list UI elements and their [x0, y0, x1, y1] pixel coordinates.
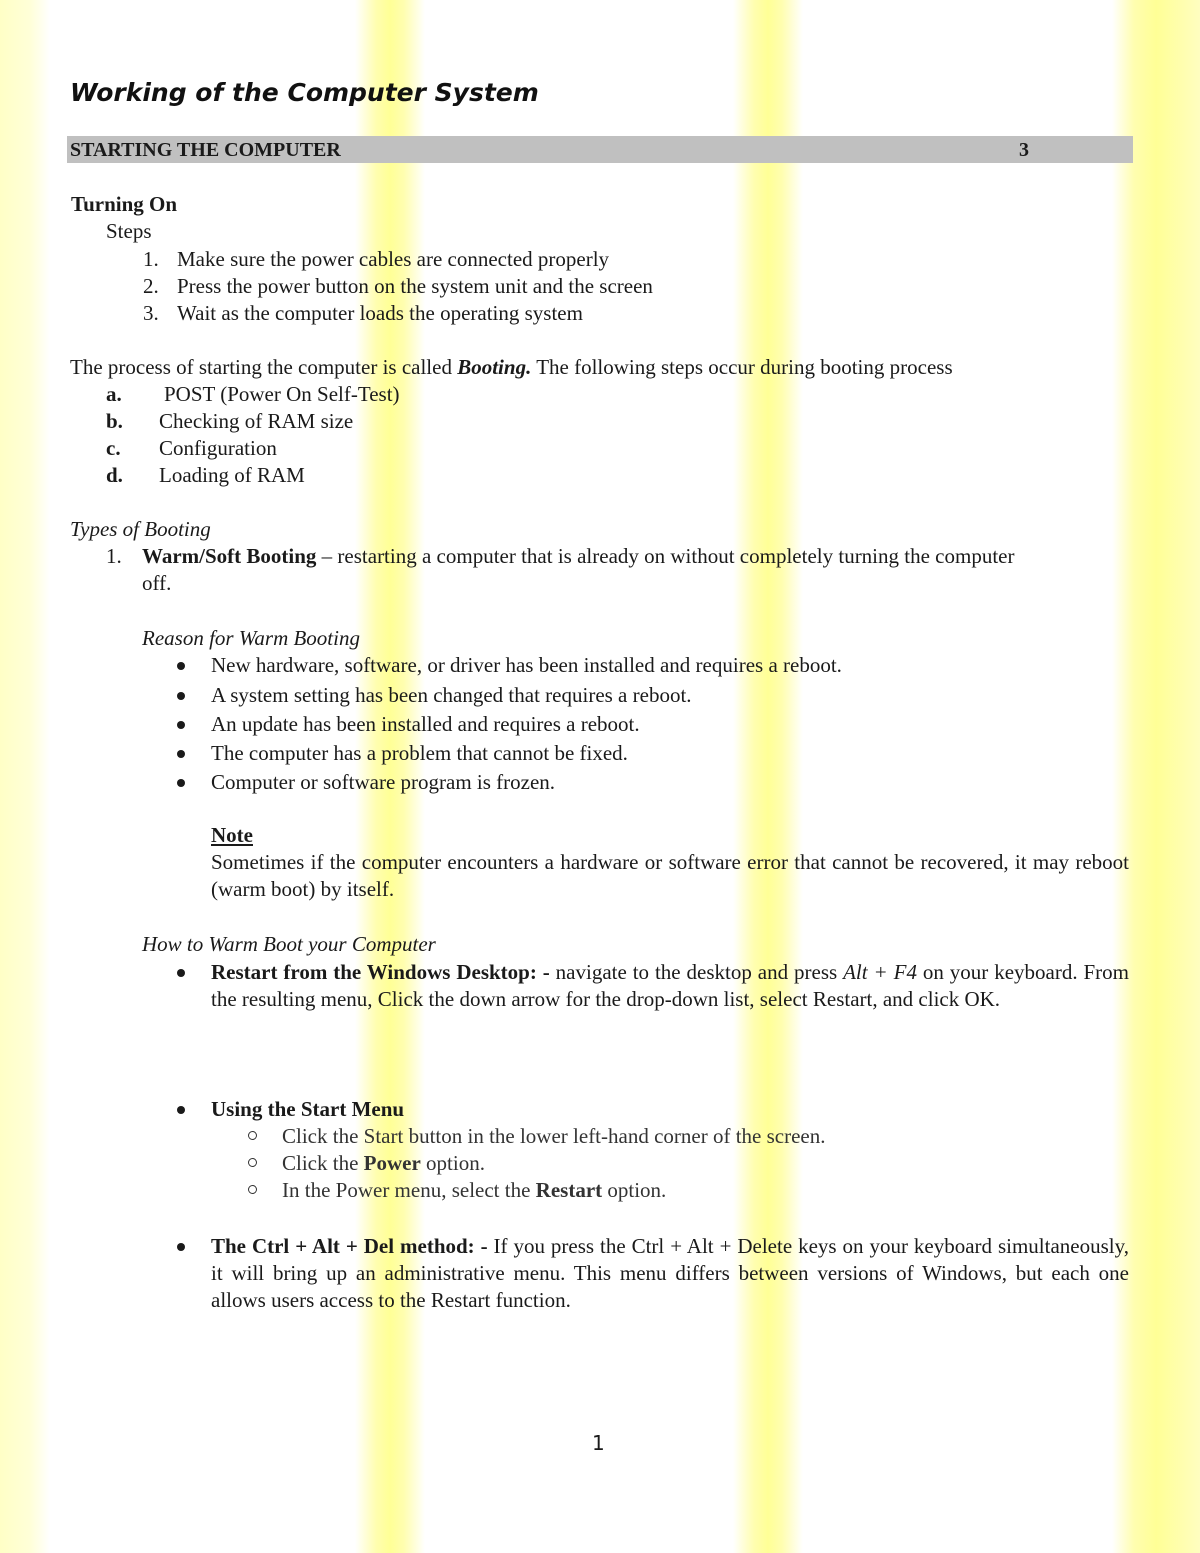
- circle-bullet-icon: [248, 1158, 257, 1167]
- booting-step-item: [106, 408, 353, 435]
- note-heading: Note: [211, 823, 253, 847]
- reason-item: New hardware, software, or driver has been installed and requires a reboot.: [211, 653, 842, 677]
- reason-item: An update has been installed and requires a reboot.: [211, 712, 640, 736]
- warm-booting-definition: [142, 543, 1014, 570]
- section-title: STARTING THE COMPUTER: [70, 139, 341, 161]
- booting-step-letter: d.: [106, 463, 123, 487]
- note-text: Sometimes if the computer encounters a hardware or software error that cannot be recovered, it may reboot (warm boot) by itself.: [211, 850, 1129, 901]
- bullet-icon: [177, 721, 185, 729]
- booting-step-text: POST (Power On Self-Test): [164, 382, 400, 406]
- step-text: Wait as the computer loads the operating system: [177, 301, 583, 325]
- booting-step-text: Checking of RAM size: [159, 409, 354, 433]
- document-title: Working of the Computer System: [70, 78, 539, 107]
- start-menu-step: [282, 1177, 666, 1204]
- booting-step-item: [106, 381, 400, 408]
- step-text: Press the power button on the system unit and the screen: [177, 274, 653, 298]
- restart-desktop-text-post: on your keyboard. From the resulting menu, Click the down arrow for the drop-down list, select Restart, and click OK.: [211, 960, 1130, 1011]
- booting-step-letter: b.: [106, 409, 123, 433]
- start-menu-step: Click the Start button in the lower left-hand corner of the screen.: [282, 1124, 826, 1148]
- circle-bullet-icon: [248, 1131, 257, 1140]
- restart-desktop-text-pre: navigate to the desktop and press: [549, 960, 844, 984]
- booting-intro-post: The following steps occur during booting process: [531, 355, 953, 379]
- page-number: 1: [592, 1431, 605, 1455]
- section-number: 3: [1019, 139, 1029, 161]
- step-item: [143, 246, 609, 273]
- warm-booting-number: 1.: [106, 544, 122, 568]
- warm-booting-term: Warm/Soft Booting: [142, 544, 317, 568]
- ctrl-alt-del-title: The Ctrl + Alt + Del method: -: [211, 1234, 488, 1258]
- step-number: 3.: [143, 301, 159, 325]
- section-header-bar: [67, 136, 1133, 163]
- ctrl-alt-del-text: If you press the Ctrl + Alt + Delete keys on your keyboard simultaneously, it will bring up an administrative menu. This menu differs between versions of Windows, but each one allows users access to the Restart function.: [211, 1234, 1129, 1312]
- bullet-icon: [177, 969, 185, 977]
- start-menu-step-pre: Click the: [282, 1151, 364, 1175]
- step-number: 1.: [143, 247, 159, 271]
- steps-label: Steps: [106, 219, 152, 243]
- restart-desktop-item: [211, 959, 1129, 1013]
- reason-item: Computer or software program is frozen.: [211, 770, 556, 794]
- circle-bullet-icon: [248, 1185, 257, 1194]
- booting-step-text: Loading of RAM: [159, 463, 305, 487]
- step-number: 2.: [143, 274, 159, 298]
- step-text: Make sure the power cables are connected properly: [177, 247, 610, 271]
- how-to-heading: How to Warm Boot your Computer: [142, 932, 436, 956]
- warm-booting-def: – restarting a computer that is already on without completely turning the computer: [316, 544, 1015, 568]
- start-menu-step-post: option.: [420, 1151, 485, 1175]
- start-menu-title: Using the Start Menu: [211, 1097, 405, 1121]
- booting-intro: [70, 354, 953, 381]
- step-item: [143, 273, 653, 300]
- reason-item: A system setting has been changed that requires a reboot.: [211, 683, 692, 707]
- restart-option-label: Restart: [535, 1178, 603, 1202]
- types-heading: Types of Booting: [70, 517, 211, 541]
- bullet-icon: [177, 692, 185, 700]
- booting-step-letter: c.: [106, 436, 121, 460]
- booting-step-item: [106, 435, 277, 462]
- start-menu-step-post: option.: [602, 1178, 667, 1202]
- ctrl-alt-del-item: [211, 1233, 1129, 1314]
- power-option-label: Power: [363, 1151, 421, 1175]
- booting-intro-pre: The process of starting the computer is called: [70, 355, 458, 379]
- booting-step-text: Configuration: [159, 436, 277, 460]
- start-menu-step: [282, 1150, 485, 1177]
- bullet-icon: [177, 662, 185, 670]
- reasons-heading: Reason for Warm Booting: [142, 626, 360, 650]
- booting-step-item: [106, 462, 305, 489]
- step-item: [143, 300, 583, 327]
- keyboard-shortcut: Alt + F4: [843, 960, 917, 984]
- restart-desktop-title: Restart from the Windows Desktop: -: [211, 960, 550, 984]
- turning-on-heading: Turning On: [71, 192, 178, 216]
- bullet-icon: [177, 1243, 185, 1251]
- start-menu-step-pre: In the Power menu, select the: [282, 1178, 536, 1202]
- bullet-icon: [177, 750, 185, 758]
- warm-booting-def-continued: off.: [142, 571, 172, 595]
- booting-step-letter: a.: [106, 382, 122, 406]
- bullet-icon: [177, 1106, 185, 1114]
- booting-term: Booting.: [457, 355, 532, 379]
- bullet-icon: [177, 779, 185, 787]
- reason-item: The computer has a problem that cannot be fixed.: [211, 741, 628, 765]
